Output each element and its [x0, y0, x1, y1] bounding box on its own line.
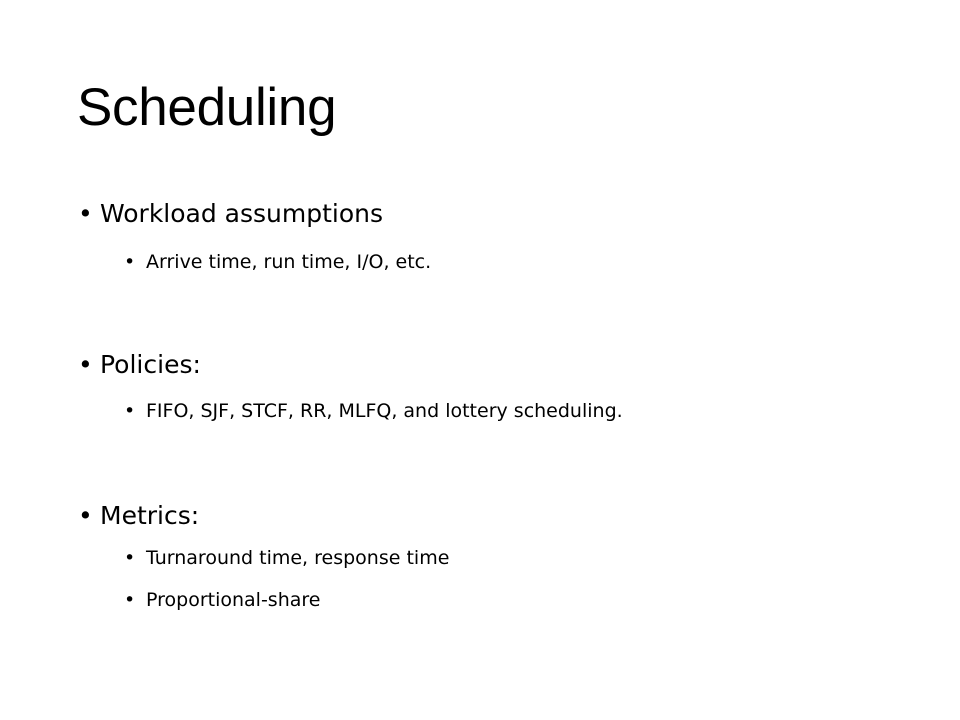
bullet-dot: •	[78, 501, 93, 530]
bullet-workload-assumptions	[78, 197, 383, 231]
bullet-dot: •	[78, 199, 93, 228]
sub-bullet-arrival-runtime	[124, 249, 431, 275]
sub-bullet-text: Arrive time, run time, I/O, etc.	[146, 251, 432, 273]
bullet-text: Workload assumptions	[100, 199, 384, 228]
sub-bullet-turnaround-response	[124, 545, 449, 571]
bullet-policies	[78, 348, 201, 382]
bullet-text: Metrics:	[100, 501, 200, 530]
bullet-dot: •	[78, 350, 93, 379]
slide-title: Scheduling	[77, 78, 337, 137]
sub-bullet-text: FIFO, SJF, STCF, RR, MLFQ, and lottery scheduling.	[146, 400, 623, 422]
sub-bullet-text: Turnaround time, response time	[146, 547, 450, 569]
bullet-metrics	[78, 499, 199, 533]
bullet-dot: •	[124, 251, 136, 273]
bullet-dot: •	[124, 400, 136, 422]
bullet-text: Policies:	[100, 350, 201, 379]
bullet-dot: •	[124, 547, 136, 569]
sub-bullet-policy-list	[124, 398, 623, 424]
bullet-dot: •	[124, 589, 136, 611]
sub-bullet-text: Proportional-share	[146, 589, 321, 611]
sub-bullet-proportional-share	[124, 587, 320, 613]
